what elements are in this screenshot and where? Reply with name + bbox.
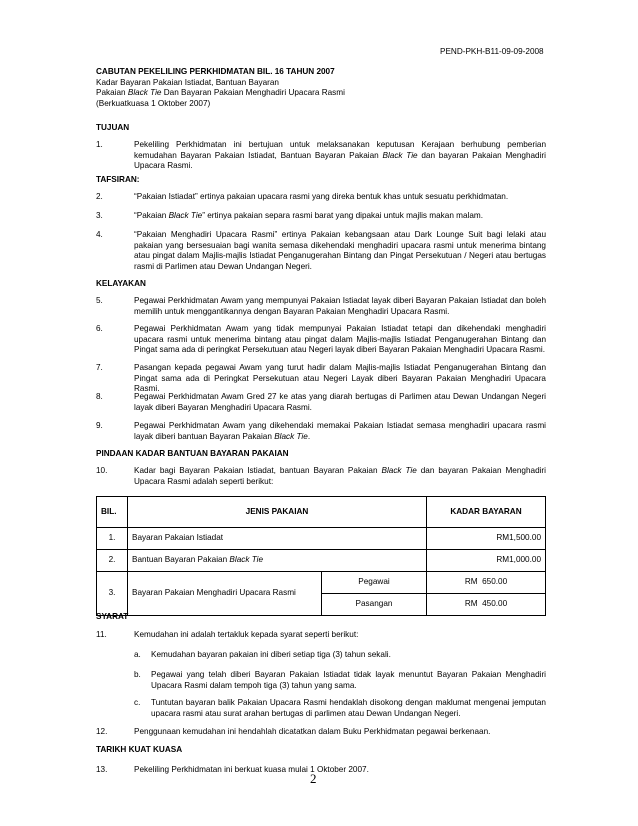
- table-row: [97, 572, 546, 594]
- reference-code: PEND-PKH-B11-09-09-2008: [440, 47, 544, 56]
- header-bil: BIL.: [97, 497, 128, 528]
- row-1-bil: 1.: [97, 528, 128, 550]
- heading-line-3: (Berkuatkuasa 1 Oktober 2007): [96, 98, 211, 108]
- heading-title: CABUTAN PEKELILING PERKHIDMATAN BIL. 16 TAHUN 2007: [96, 67, 335, 76]
- row-2-jenis: Bantuan Bayaran Pakaian Black Tie: [128, 550, 427, 572]
- paragraph-10: 10. Kadar bagi Bayaran Pakaian Istiadat, bantuan Bayaran Pakaian Black Tie dan bayaran Pakaian Menghadiri Upacara Rasmi adalah seperti berikut:: [96, 466, 546, 486]
- row-3-sub-pegawai: Pegawai: [322, 572, 427, 594]
- row-3-sub-pasangan: Pasangan: [322, 594, 427, 616]
- row-1-jenis: Bayaran Pakaian Istiadat: [128, 528, 427, 550]
- section-pindaan: PINDAAN KADAR BANTUAN BAYARAN PAKAIAN: [96, 449, 289, 458]
- row-3-kadar-pegawai: RM 650.00: [427, 572, 546, 594]
- paragraph-6: 6. Pegawai Perkhidmatan Awam yang tidak mempunyai Pakaian Istiadat tetapi dan dikehendaki menghadiri upacara rasmi untuk menerima bintang atau pingat dalam Majlis-majlis Istiadat Penganugerahan Bintang dan Pingat sama ada di peringkat Persekutuan atau Negeri layak diberi Bayaran Pakaian Menghadiri Upacara Rasmi.: [96, 324, 546, 355]
- row-3-bil: 3.: [97, 572, 128, 616]
- table-row: [97, 528, 546, 550]
- sub-item-c: c. Tuntutan bayaran balik Pakaian Upacara Rasmi hendaklah disokong dengan maklumat mengenai jemputan upacara rasmi atau surat arahan bertugas di parlimen atau Dewan Undangan Negeri.: [134, 698, 546, 718]
- heading-line-2: Pakaian Black Tie Dan Bayaran Pakaian Menghadiri Upacara Rasmi: [96, 88, 345, 98]
- header-kadar: KADAR BAYARAN: [427, 497, 546, 528]
- paragraph-8: 8. Pegawai Perkhidmatan Awam Gred 27 ke atas yang diarah bertugas di Parlimen atau Dewan Undangan Negeri layak diberi Bayaran Menghadiri Upacara Rasmi.: [96, 392, 546, 412]
- paragraph-13: 13. Pekeliling Perkhidmatan ini berkuat kuasa mulai 1 Oktober 2007.: [96, 765, 369, 774]
- header-jenis: JENIS PAKAIAN: [128, 497, 427, 528]
- paragraph-11: 11. Kemudahan ini adalah tertakluk kepada syarat seperti berikut:: [96, 630, 359, 639]
- paragraph-9: 9. Pegawai Perkhidmatan Awam yang dikehendaki memakai Pakaian Istiadat semasa menghadiri upacara rasmi layak diberi bantuan Bayaran Pakaian Black Tie.: [96, 421, 546, 441]
- row-3-kadar-pasangan: RM 450.00: [427, 594, 546, 616]
- paragraph-2: 2. “Pakaian Istiadat” ertinya pakaian upacara rasmi yang direka bentuk khas untuk sesuatu perkhidmatan.: [96, 192, 509, 201]
- row-1-kadar: RM1,500.00: [427, 528, 546, 550]
- paragraph-12: 12. Penggunaan kemudahan ini hendahlah dicatatkan dalam Buku Perkhidmatan pegawai berkenaan.: [96, 727, 491, 736]
- paragraph-1: 1. Pekeliling Perkhidmatan ini bertujuan untuk melaksanakan keputusan Kerajaan berhubung pemberian kemudahan Bayaran Pakaian Istiadat, Bantuan Bayaran Pakaian Black Tie dan bayaran Pakaian Menghadiri Upacara Rasmi.: [96, 140, 546, 171]
- section-kelayakan: KELAYAKAN: [96, 279, 146, 288]
- sub-item-b: b. Pegawai yang telah diberi Bayaran Pakaian Istiadat tidak layak menuntut Bayaran Pakaian Menghadiri Upacara Rasmi dalam tempoh tiga (3) tahun yang sama.: [134, 670, 546, 690]
- paragraph-4: 4. “Pakaian Menghadiri Upacara Rasmi” ertinya Pakaian kebangsaan atau Dark Lounge Suit bagi lelaki atau pakaian yang bersesuaian bagi wanita semasa dikehendaki menghadiri upacara rasmi untuk menerima bintang atau pingat dalam Majlis-majlis Istiadat Penganugerahan Bintang dan Pingat Persekutuan / Negeri atau bertugas rasmi di Parlimen atau Dewan Undangan Negeri.: [96, 230, 546, 271]
- paragraph-5: 5. Pegawai Perkhidmatan Awam yang mempunyai Pakaian Istiadat layak diberi Bayaran Pakaian Istiadat dan boleh memilih untuk menggantikannya dengan Bayaran Pakaian Menghadiri Upacara Rasmi.: [96, 296, 546, 316]
- rates-table: [96, 496, 546, 616]
- table-header-row: [97, 497, 546, 528]
- page-number: 2: [310, 771, 317, 786]
- table-row: [97, 550, 546, 572]
- row-2-bil: 2.: [97, 550, 128, 572]
- row-3-jenis: Bayaran Pakaian Menghadiri Upacara Rasmi: [128, 572, 322, 616]
- section-tujuan: TUJUAN: [96, 123, 130, 132]
- paragraph-3: 3. “Pakaian Black Tie” ertinya pakaian separa rasmi barat yang dipakai untuk majlis makan malam.: [96, 211, 483, 220]
- paragraph-7: 7. Pasangan kepada pegawai Awam yang turut hadir dalam Majlis-majlis Istiadat Penganugerahan Bintang dan Pingat sama ada di Peringkat Persekutuan atau Negeri Layak diberi Bayaran Pakaian Menghadiri Upacara Rasmi.: [96, 363, 546, 394]
- row-2-kadar: RM1,000.00: [427, 550, 546, 572]
- document-heading: [96, 67, 556, 109]
- section-tafsiran: TAFSIRAN:: [96, 175, 140, 184]
- section-syarat: SYARAT: [96, 612, 129, 621]
- section-tarikh: TARIKH KUAT KUASA: [96, 745, 183, 754]
- sub-item-a: a. Kemudahan bayaran pakaian ini diberi setiap tiga (3) tahun sekali.: [134, 650, 391, 659]
- heading-line-1: Kadar Bayaran Pakaian Istiadat, Bantuan Bayaran: [96, 77, 279, 87]
